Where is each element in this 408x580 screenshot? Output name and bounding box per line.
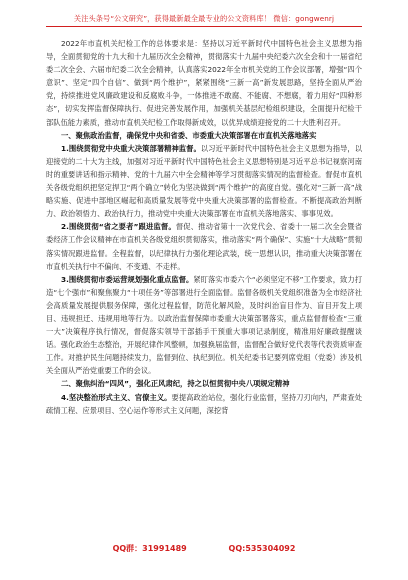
paragraph-4 (46, 391, 362, 417)
section-heading-2: 二、聚焦纠治“四风”，强化正风肃纪，持之以恒贯彻中央八项规定精神 (61, 379, 290, 389)
paragraph-4-lead: 4.坚决整治形式主义、官僚主义。 (61, 392, 172, 402)
paragraph-4-text: 要提高政治站位，强化行业监督，坚持刀刃向内，严肃查处疏情工程、应景项目、空心运作等形式主义问题，深挖背 (46, 392, 362, 415)
footer-qq-number: QQ:535304092 (228, 544, 296, 553)
paragraph-1-text: 以习近平新时代中国特色社会主义思想为指导，以迎接党的二十大为主线，加强对习近平新时代中国特色社会主义思想特别是习近平总书记视察河南时的重要讲话和指示精神、党的十九届六中全会精神等学习贯彻落实情况的监督检查。督促市直机关各级党组织把坚定捍卫“两个确立”转化为坚决做到“两个维护”的高度自觉。强化对“三新一高”战略实施、促进中部地区崛起和高质量发展等党中央重大决策部署的监督检查。不断提高政治判断力、政治领悟力、政治执行力，推动党中央重大决策部署在市直机关落地落实、事事见效。 (46, 143, 362, 219)
paragraph-3-text: 紧盯落实市委六个“必须坚定不移”工作要求，致力打造“七个强市”和聚焦聚力“十项任务”等部署进行全面监督。监督各级机关党组织准备为全市经济社会高质量发展提供服务保障，强化过程监督，防范化解风险，及时纠治盲目作为、盲目开发上项目、违规担迁、违规用地等行为。以政治监督保障市委重大决策部署落实，重点监督督检查“三重一大”决策程序执行情况，督促落实领导干部插手干预重大事项记录制度，精准用好廉政提醒谈话。强化政治生态整治，开展纪律作风整顿，加强换届监督，监督配合做好党代表等代表资质审查工作。对推护民生问题持续发力，监督到位、执纪到位。机关纪委书记要列席党组（党委）涉及机关全面从严治党重要工作的会议。 (46, 274, 362, 376)
paragraph-1 (46, 142, 362, 221)
paragraph-3-lead: 3.围绕贯彻市委运营规划强化重点监督。 (61, 274, 194, 284)
section-heading-1: 一、聚焦政治监督，确保党中央和省委、市委重大决策部署在市直机关落地落实 (61, 130, 317, 140)
footer-contact (0, 543, 408, 554)
intro-paragraph: 2022年市直机关纪检工作的总体要求是：坚持以习近平新时代中国特色社会主义思想为指导，全面贯彻党的十九大和十九届历次全会精神，贯彻落实十九届中央纪委六次全会和十一届省纪委二次全会、六届市纪委二次全会精神，认真落实2022年全市机关党的工作会议部署，增强“四个意识”、坚定“四个自信”、做到“两个维护”，紧紧围绕“三新一高”新发展思路，坚持全面从严治党，持续推进党风廉政建设和反腐败斗争，一体推进不敢腐、不能腐、不想腐，着力用好“四种形态”，切实发挥监督保障执行、促进完善发展作用，加强机关基层纪检组织建设，全面提升纪检干部队伍能力素质，推动市直机关纪检工作取得新成效，以优异成绩迎接党的二十大胜利召开。 (46, 39, 362, 127)
paragraph-2-lead: 2.围绕贯彻“省之要者”跟进监督。 (61, 222, 176, 232)
paragraph-2-text: 督促、推动省第十一次党代会、省委十一届二次全会暨省委经济工作会议精神在市直机关各级党组织贯彻落实，推动落实“两个确保”、实施“十大战略”贯彻落实情况跟进监督。全程监督，以纪律执行力强化理论武装，统一思想认识，推动重大决策部署在市直机关执行中不偏向、不变通、不走样。 (46, 222, 362, 271)
paragraph-3 (46, 273, 362, 378)
header-divider (46, 26, 362, 27)
document-body (46, 37, 362, 417)
footer-qq-group: QQ群：31991489 (112, 544, 187, 553)
header-banner: 关注头条号“公文研究”，获得最新最全最专业的公文资料库！ 微信：gongwenrj (73, 14, 335, 23)
paragraph-1-lead: 1.围绕贯彻党中央重大决策部署精神监督。 (61, 143, 201, 153)
paragraph-2 (46, 220, 362, 272)
